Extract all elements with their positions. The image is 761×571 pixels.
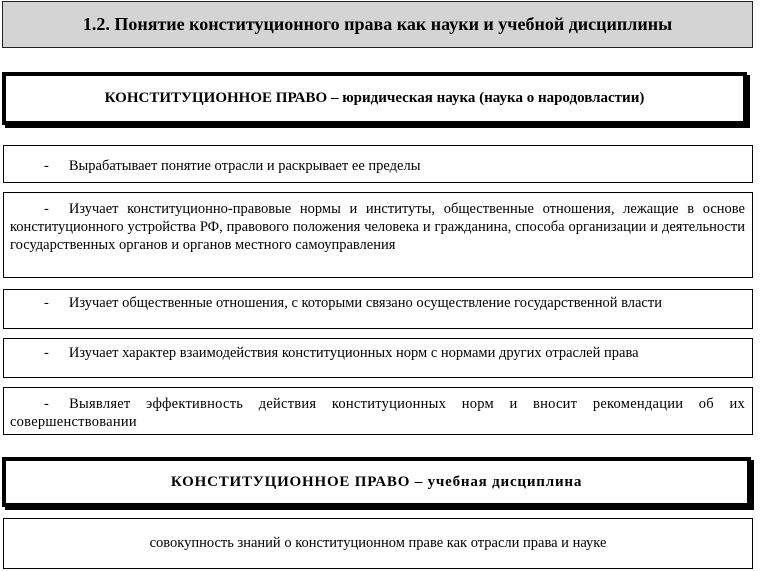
science-item-text: Выявляет эффективность действия конституционных норм и вносит рекомендации об их совершенствовании [10,396,745,430]
science-item-2 [3,192,753,278]
science-item-text: Изучает характер взаимодействия конституционных норм с нормами других отраслей права [68,345,639,361]
bullet-dash: - [44,158,49,174]
section-title-text: 1.2. Понятие конституционного права как науки и учебной дисциплины [82,14,673,34]
science-item-text: Вырабатывает понятие отрасли и раскрывает ее пределы [68,158,421,174]
science-item-text: Изучает конституционно-правовые нормы и институты, общественные отношения, лежащие в основе конституционного устройства РФ, правового положения человека и гражданина, способа организации и деятельности государственных органов и органов местного самоуправления [10,201,745,253]
science-item-text: Изучает общественные отношения, с которыми связано осуществление государственной власти [68,295,662,311]
bullet-dash: - [44,201,49,217]
science-item-4 [3,338,753,378]
discipline-heading-box [2,457,751,507]
section-title [2,1,753,48]
science-heading-text: КОНСТИТУЦИОННОЕ ПРАВО – юридическая наука (наука о народовластии) [104,90,645,106]
science-item-5 [3,387,753,435]
discipline-definition-box [3,518,753,569]
bullet-dash: - [44,396,50,412]
bullet-dash: - [44,345,49,361]
science-item-3 [3,289,753,329]
bullet-dash: - [44,295,49,311]
discipline-definition-text: совокупность знаний о конституционном праве как отрасли права и науке [149,535,607,551]
science-item-1 [3,145,753,183]
science-heading-box [2,72,747,125]
discipline-heading-text: КОНСТИТУЦИОННОЕ ПРАВО – учебная дисциплина [170,473,583,490]
